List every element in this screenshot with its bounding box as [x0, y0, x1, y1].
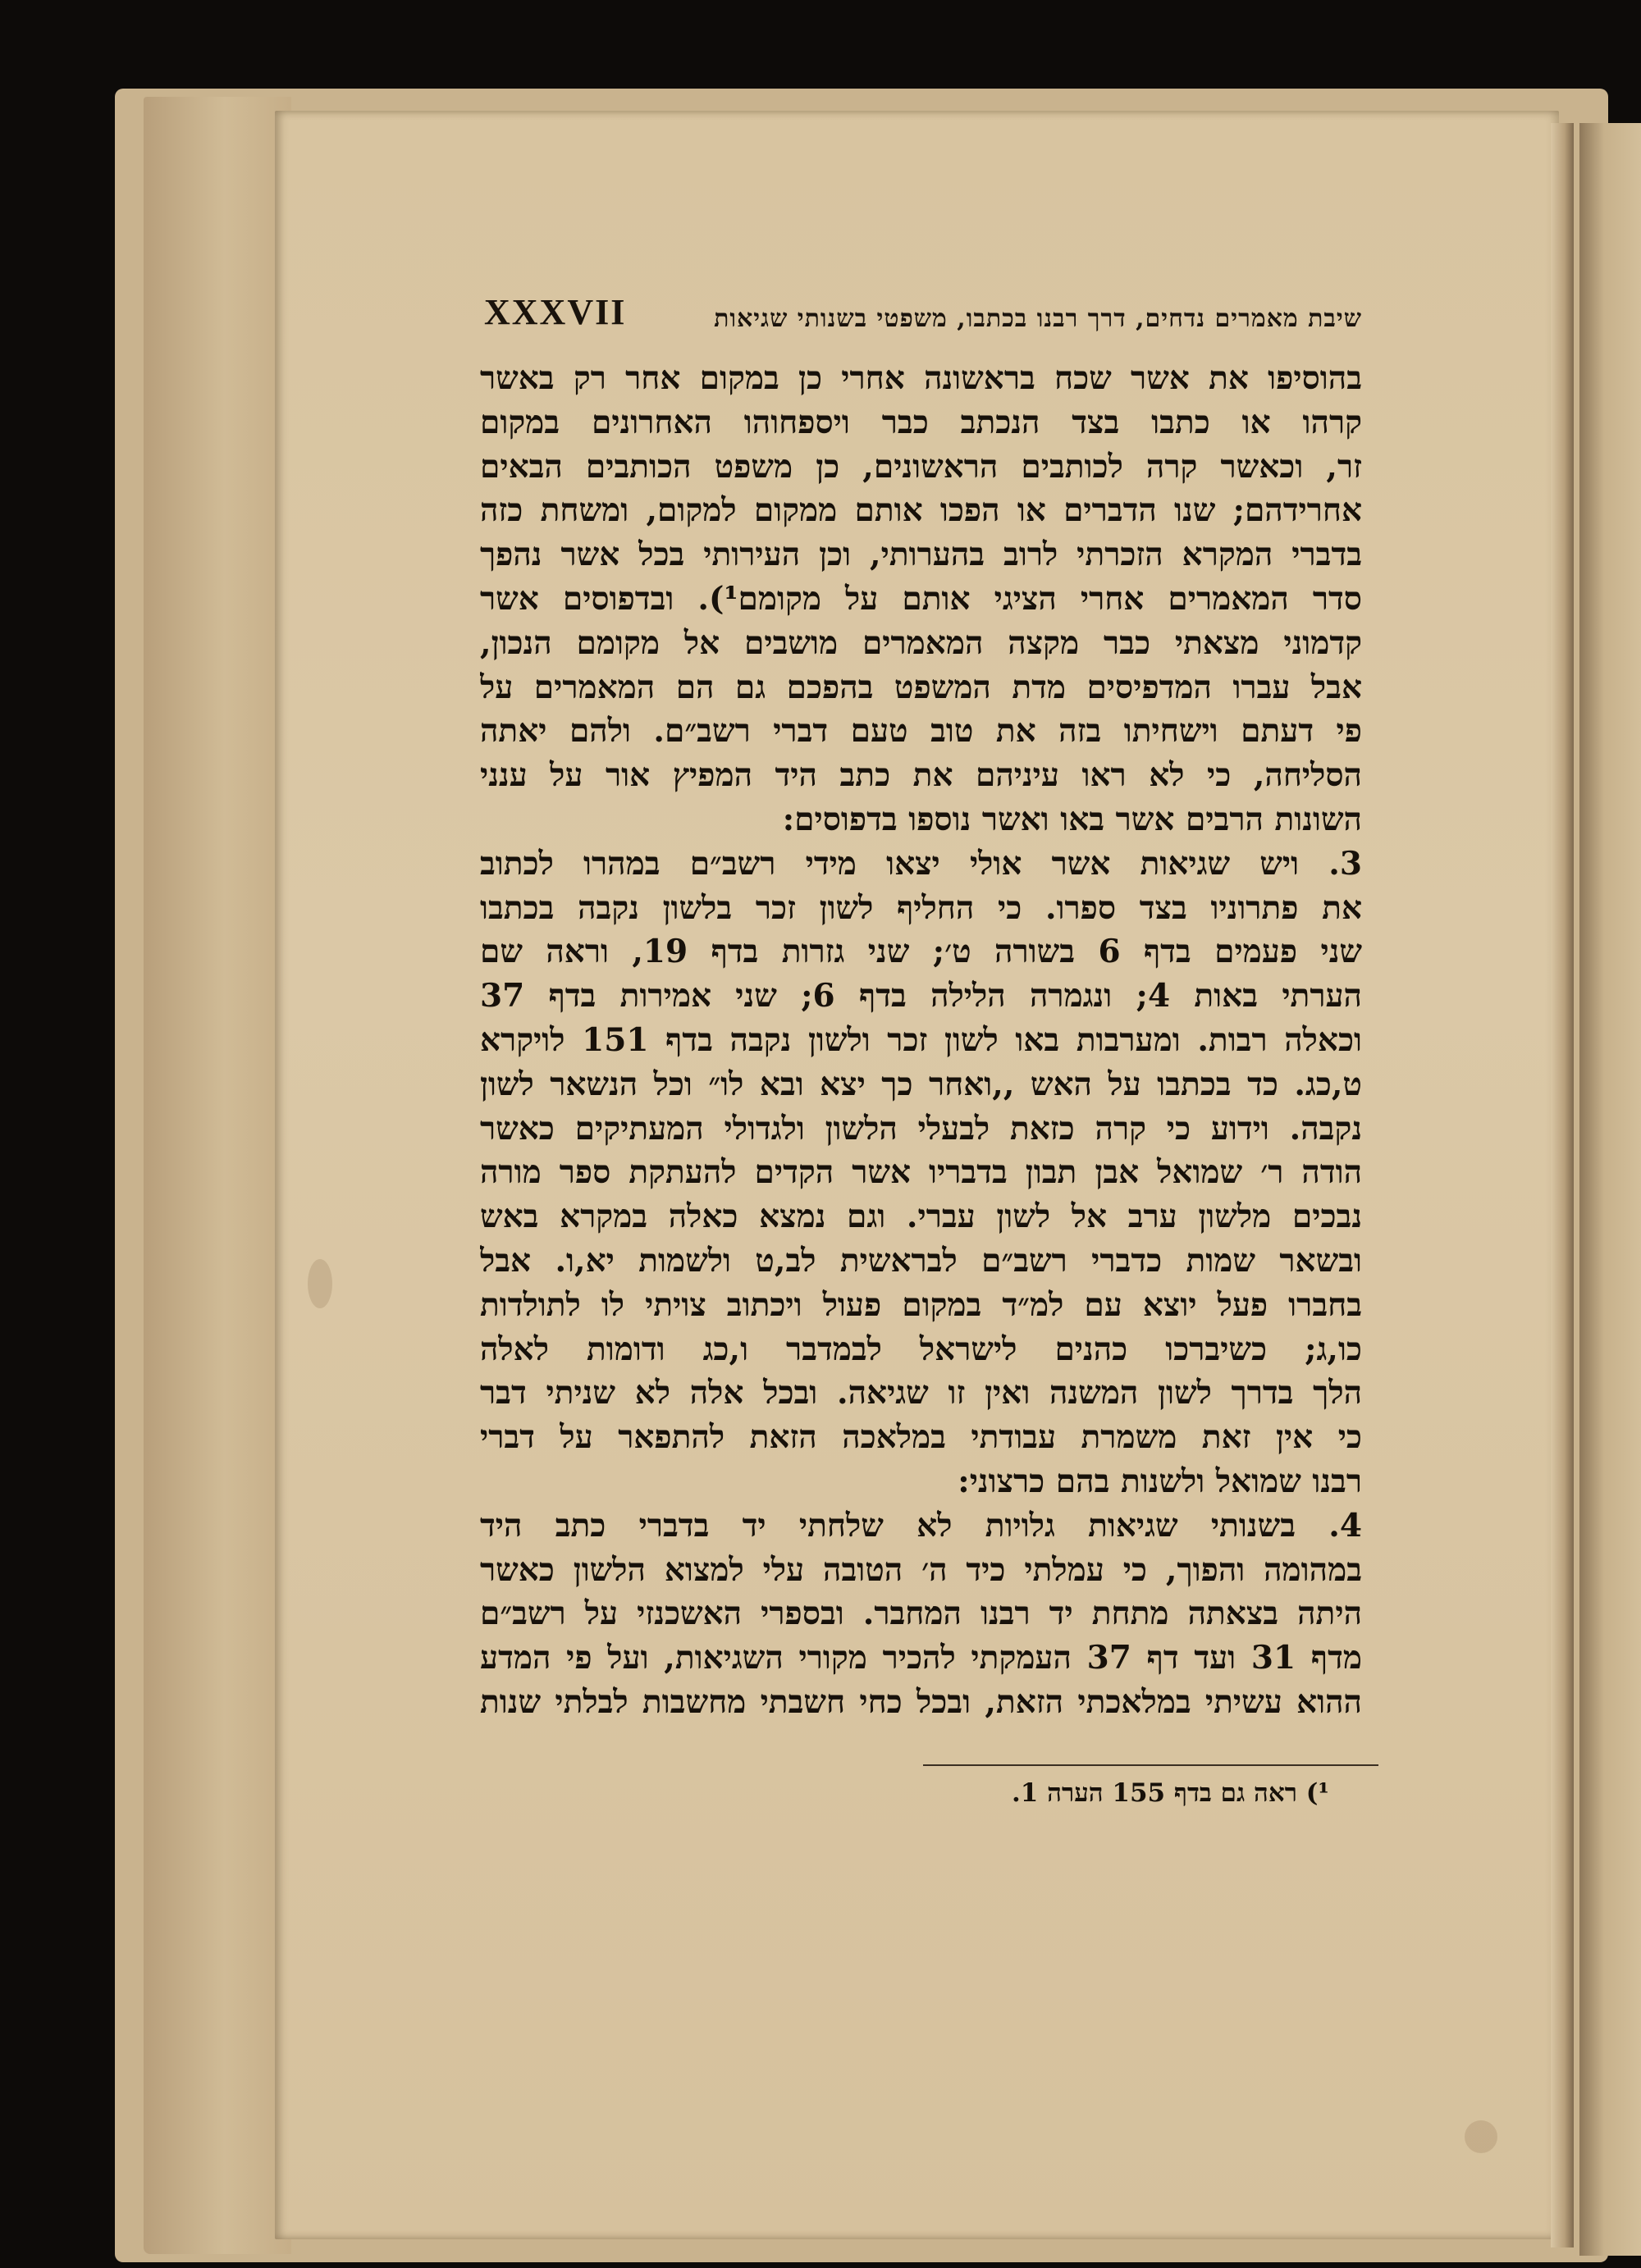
running-title: שיבת מאמרים נדחים, דרך רבנו בכתבו, משפטי בשנותי שגיאות: [714, 304, 1362, 333]
text-line: שני פעמים בדף 6 בשורה ט׳; שני גזרות בדף 19, וראה שם: [480, 933, 1362, 971]
text-line: קדמוני מצאתי כבר מקצה המאמרים מושבים אל מקומם הנכון,: [480, 623, 1362, 662]
text-line: בחברו פעל יוצא עם למ״ד במקום פעול ויכתוב צויתי לו לתולדות: [480, 1285, 1362, 1324]
footnote-divider: [923, 1764, 1378, 1766]
adjacent-page-edge: [1579, 123, 1641, 2256]
text-line: נקבה. וידוע כי קרה כזאת לבעלי הלשון ולגדולי המעתיקים כאשר: [480, 1109, 1362, 1148]
book-spine: [1551, 123, 1574, 2247]
text-line: הלך בדרך לשון המשנה ואין זו שגיאה. ובכל אלה לא שניתי דבר: [480, 1374, 1362, 1412]
footnote: ¹) ראה גם בדף 155 הערה 1.: [1012, 1778, 1329, 1808]
text-line: אחרידהם; שנו הדברים או הפכו אותם ממקום למקום, ומשחת כזה: [480, 491, 1362, 530]
text-line: מדף 31 ועד דף 37 העמקתי להכיר מקורי השגיאות, ועל פי המדע: [480, 1639, 1362, 1677]
text-line: 4. בשנותי שגיאות גלויות לא שלחתי יד בדברי כתב היד: [480, 1506, 1362, 1545]
paragraph: [480, 842, 1362, 1504]
text-line: ההוא עשיתי במלאכתי הזאת, ובכל כחי חשבתי מחשבות לבלתי שנות: [480, 1682, 1362, 1721]
text-line: את פתרוניו בצד ספרו. כי החליף לשון זכר בלשון נקבה בכתבו: [480, 888, 1362, 927]
text-line: וכאלה רבות. ומערבות באו לשון זכר ולשון נקבה בדף 151 לויקרא: [480, 1020, 1362, 1059]
text-line: קרהו או כתבו בצד הנכתב כבר ויספחוהו האחרונים במקום: [480, 403, 1362, 441]
text-line: כו,ג; כשיברכו כהנים לישראל לבמדבר ו,כג ודומות לאלה: [480, 1330, 1362, 1368]
page-stack-edge: [144, 97, 291, 2254]
page-number: XXXVII: [484, 292, 627, 332]
paper-stain: [1465, 2120, 1497, 2153]
text-line: כי אין זאת משמרת עבודתי במלאכה הזאת להתפאר על דברי: [480, 1418, 1362, 1457]
text-line: רבנו שמואל ולשנות בהם כרצוני:: [958, 1462, 1362, 1500]
text-line: 3. ויש שגיאות אשר אולי יצאו מידי רשב״ם במהרו לכתוב: [480, 844, 1362, 883]
text-line: פי דעתם וישחיתו בזה את טוב טעם דברי רשב״ם. ולהם יאתה: [480, 712, 1362, 751]
paragraph: [480, 1504, 1362, 1725]
text-line: ובשאר שמות כדברי רשב״ם לבראשית לב,ט ולשמות יא,ו. אבל: [480, 1241, 1362, 1280]
text-line: סדר המאמרים אחרי הציגי אותם על מקומם¹). ובדפוסים אשר: [480, 579, 1362, 618]
paragraph: [480, 357, 1362, 842]
text-line: הערתי באות 4; ונגמרה הלילה בדף 6; שני אמירות בדף 37: [480, 977, 1362, 1015]
paper-stain: [308, 1259, 332, 1308]
text-line: אבל עברו המדפיסים מדת המשפט בהפכם גם הם המאמרים על: [480, 668, 1362, 706]
page-header: [484, 287, 1362, 333]
text-line: השונות הרבים אשר באו ואשר נוספו בדפוסים:: [782, 800, 1362, 838]
text-line: בדברי המקרא הזכרתי לרוב בהערותי, וכן העירותי בכל אשר נהפך: [480, 536, 1362, 574]
text-line: הסליחה, כי לא ראו עיניהם את כתב היד המפיץ אור על ענני: [480, 756, 1362, 795]
text-line: היתה בצאתה מתחת יד רבנו המחבר. ובספרי האשכנזי על רשב״ם: [480, 1595, 1362, 1633]
text-line: במהומה והפוך, כי עמלתי כיד ה׳ הטובה עלי למצוא הלשון כאשר: [480, 1550, 1362, 1589]
text-line: הודה ר׳ שמואל אבן תבון בדבריו אשר הקדים להעתקת ספר מורה: [480, 1153, 1362, 1192]
text-line: ט,כג. כד בכתבו על האש ,,ואחר כך יצא ובא לו״ וכל הנשאר לשון: [480, 1065, 1362, 1103]
text-line: נבכים מלשון ערב אל לשון עברי. וגם נמצא כאלה במקרא באש: [480, 1198, 1362, 1236]
text-line: בהוסיפו את אשר שכח בראשונה אחרי כן במקום אחר רק באשר: [480, 359, 1362, 397]
main-text: [480, 357, 1362, 1725]
text-line: זר, וכאשר קרה לכותבים הראשונים, כן משפט הכותבים הבאים: [480, 447, 1362, 486]
